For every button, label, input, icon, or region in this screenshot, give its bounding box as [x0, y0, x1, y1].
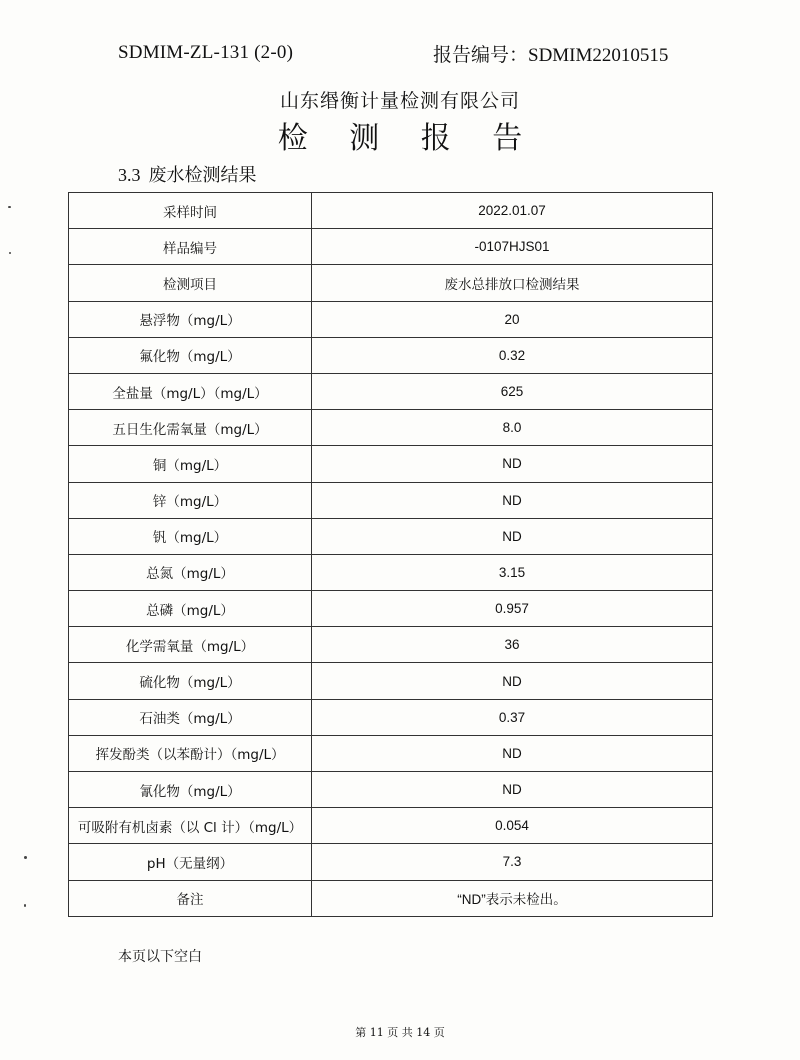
table-row	[69, 627, 713, 663]
table-row	[69, 265, 713, 301]
table-row	[69, 735, 713, 771]
row-value: -0107HJS01	[312, 229, 713, 265]
blank-page-note: 本页以下空白	[118, 949, 202, 965]
row-value: 8.0	[312, 410, 713, 446]
row-label: 氟化物（mg/L）	[69, 337, 312, 373]
row-value: 36	[312, 627, 713, 663]
table-row	[69, 518, 713, 554]
row-label: 备注	[69, 880, 312, 916]
row-label: 铜（mg/L）	[69, 446, 312, 482]
scan-speck	[24, 856, 27, 859]
table-row	[69, 880, 713, 916]
row-label: 钒（mg/L）	[69, 518, 312, 554]
row-label: 石油类（mg/L）	[69, 699, 312, 735]
table-row	[69, 591, 713, 627]
row-label: 样品编号	[69, 229, 312, 265]
table-row	[69, 410, 713, 446]
row-value: 20	[312, 301, 713, 337]
row-value: ND	[312, 482, 713, 518]
table-row	[69, 663, 713, 699]
row-value: 625	[312, 373, 713, 409]
row-value: ND	[312, 663, 713, 699]
row-label: 悬浮物（mg/L）	[69, 301, 312, 337]
row-label: 五日生化需氧量（mg/L）	[69, 410, 312, 446]
row-value: 2022.01.07	[312, 193, 713, 229]
table-row	[69, 772, 713, 808]
row-label: 总氮（mg/L）	[69, 554, 312, 590]
row-value: 7.3	[312, 844, 713, 880]
table-row	[69, 808, 713, 844]
row-label: 检测项目	[69, 265, 312, 301]
row-label: 全盐量（mg/L）（mg/L）	[69, 373, 312, 409]
company-name: 山东缗衡计量检测有限公司	[279, 90, 520, 112]
row-value: ND	[312, 518, 713, 554]
section-number: 3.3	[118, 165, 141, 185]
table-row	[69, 844, 713, 880]
row-value: 0.054	[312, 808, 713, 844]
table-row	[69, 373, 713, 409]
results-table	[68, 192, 713, 917]
document-code: SDMIM-ZL-131 (2-0)	[118, 42, 294, 63]
row-label: 硫化物（mg/L）	[69, 663, 312, 699]
table-row	[69, 337, 713, 373]
table-row	[69, 229, 713, 265]
row-label: 可吸附有机卤素（以 Cl 计）（mg/L）	[69, 808, 312, 844]
section-title: 废水检测结果	[148, 165, 257, 186]
row-value: ND	[312, 735, 713, 771]
row-value: 0.37	[312, 699, 713, 735]
report-title: 检 测 报 告	[277, 121, 539, 156]
row-label: 挥发酚类（以苯酚计）（mg/L）	[69, 735, 312, 771]
row-value: “ND”表示未检出。	[312, 880, 713, 916]
report-number: 报告编号：SDMIM22010515	[433, 45, 669, 66]
row-value: ND	[312, 446, 713, 482]
row-label: 采样时间	[69, 193, 312, 229]
scan-speck	[9, 252, 11, 254]
table-row	[69, 699, 713, 735]
scan-speck	[24, 904, 26, 907]
section-heading	[118, 161, 257, 187]
row-value: 3.15	[312, 554, 713, 590]
table-row	[69, 301, 713, 337]
row-value: 0.957	[312, 591, 713, 627]
row-value: 废水总排放口检测结果	[312, 265, 713, 301]
table-row	[69, 193, 713, 229]
row-value: 0.32	[312, 337, 713, 373]
row-label: 锌（mg/L）	[69, 482, 312, 518]
row-label: 化学需氧量（mg/L）	[69, 627, 312, 663]
row-label: 总磷（mg/L）	[69, 591, 312, 627]
row-value: ND	[312, 772, 713, 808]
table-row	[69, 554, 713, 590]
table-row	[69, 446, 713, 482]
row-label: pH（无量纲）	[69, 844, 312, 880]
table-row	[69, 482, 713, 518]
row-label: 氰化物（mg/L）	[69, 772, 312, 808]
scan-speck	[8, 206, 11, 208]
page-number-footer: 第 11 页 共 14 页	[355, 1026, 445, 1039]
